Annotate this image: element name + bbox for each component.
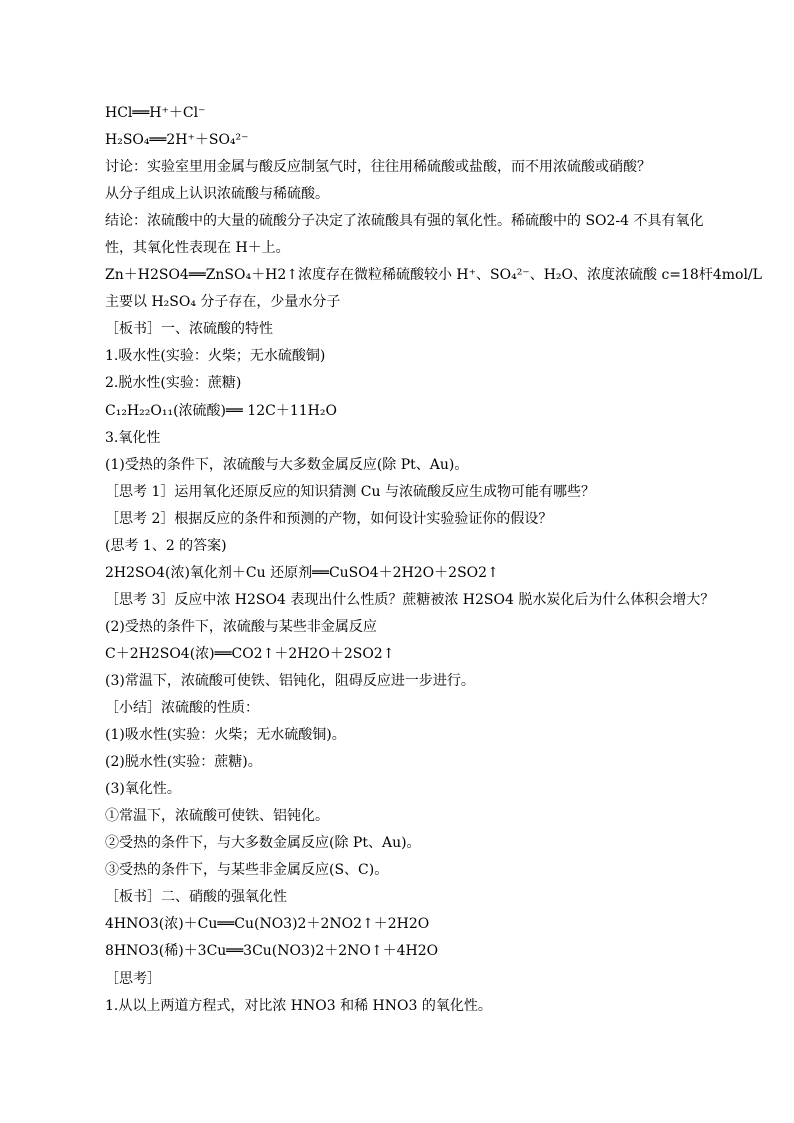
- text-line: 1.吸水性(实验：火柴；无水硫酸铜): [105, 348, 326, 365]
- text-line: (2)脱水性(实验：蔗糖)。: [105, 754, 262, 771]
- text-line: ［思考］: [105, 970, 161, 987]
- text-line: 主要以 H₂SO₄ 分子存在，少量水分子: [105, 294, 341, 311]
- text-line: (1)吸水性(实验：火柴；无水硫酸铜)。: [105, 727, 346, 744]
- text-line: 讨论：实验室里用金属与酸反应制氢气时，往往用稀硫酸或盐酸，而不用浓硫酸或硝酸？: [105, 159, 651, 176]
- text-line: ［板书］二、硝酸的强氧化性: [105, 889, 287, 906]
- text-line: ［板书］一、浓硫酸的特性: [105, 321, 273, 338]
- text-line: (3)氧化性。: [105, 781, 181, 798]
- text-line: C＋2H2SO4(浓)══CO2↑＋2H2O＋2SO2↑: [105, 645, 395, 662]
- text-line: ［思考 3］反应中浓 H2SO4 表现出什么性质？蔗糖被浓 H2SO4 脱水炭化后为什么体积会增大？: [105, 591, 715, 608]
- text-line: C₁₂H₂₂O₁₁(浓硫酸)══ 12C＋11H₂O: [105, 402, 337, 419]
- text-line: ［小结］浓硫酸的性质：: [105, 700, 259, 717]
- text-line: (思考 1、2 的答案): [105, 537, 227, 554]
- text-line: (1)受热的条件下，浓硫酸与大多数金属反应(除 Pt、Au)。: [105, 456, 469, 473]
- text-line: ①常温下，浓硫酸可使铁、铝钝化。: [105, 808, 329, 825]
- text-line: (2)受热的条件下，浓硫酸与某些非金属反应: [105, 618, 377, 635]
- text-line: H₂SO₄══2H⁺＋SO₄²⁻: [105, 132, 249, 149]
- text-line: 1.从以上两道方程式，对比浓 HNO3 和稀 HNO3 的氧化性。: [105, 997, 492, 1014]
- document-body: [105, 100, 762, 1020]
- text-line: 从分子组成上认识浓硫酸与稀硫酸。: [105, 186, 329, 203]
- text-line: 2H2SO4(浓)氧化剂＋Cu 还原剂══CuSO4＋2H2O＋2SO2↑: [105, 564, 499, 581]
- text-line: ［思考 2］根据反应的条件和预测的产物，如何设计实验验证你的假设？: [105, 510, 553, 527]
- text-line: 性，其氧化性表现在 H＋上。: [105, 240, 290, 257]
- text-line: (3)常温下，浓硫酸可使铁、铝钝化，阻碍反应进一步进行。: [105, 672, 475, 689]
- text-line: 3.氧化性: [105, 429, 161, 446]
- text-line: 结论：浓硫酸中的大量的硫酸分子决定了浓硫酸具有强的氧化性。稀硫酸中的 SO2-4 不具有氧化: [105, 213, 704, 230]
- text-line: ②受热的条件下，与大多数金属反应(除 Pt、Au)。: [105, 835, 421, 852]
- text-line: 2.脱水性(实验：蔗糖): [105, 375, 242, 392]
- text-line: Zn＋H2SO4══ZnSO₄＋H2↑浓度存在微粒稀硫酸较小 H⁺、SO₄²⁻、H₂O、浓度浓硫酸 c=18杆4mol/L: [105, 267, 762, 284]
- text-line: 4HNO3(浓)＋Cu══Cu(NO3)2＋2NO2↑＋2H2O: [105, 916, 430, 933]
- text-line: 8HNO3(稀)＋3Cu══3Cu(NO3)2＋2NO↑＋4H2O: [105, 943, 439, 960]
- text-line: HCl══H⁺＋Cl⁻: [105, 105, 206, 121]
- text-line: ③受热的条件下，与某些非金属反应(S、C)。: [105, 862, 389, 879]
- text-line: ［思考 1］运用氧化还原反应的知识猜测 Cu 与浓硫酸反应生成物可能有哪些？: [105, 483, 595, 500]
